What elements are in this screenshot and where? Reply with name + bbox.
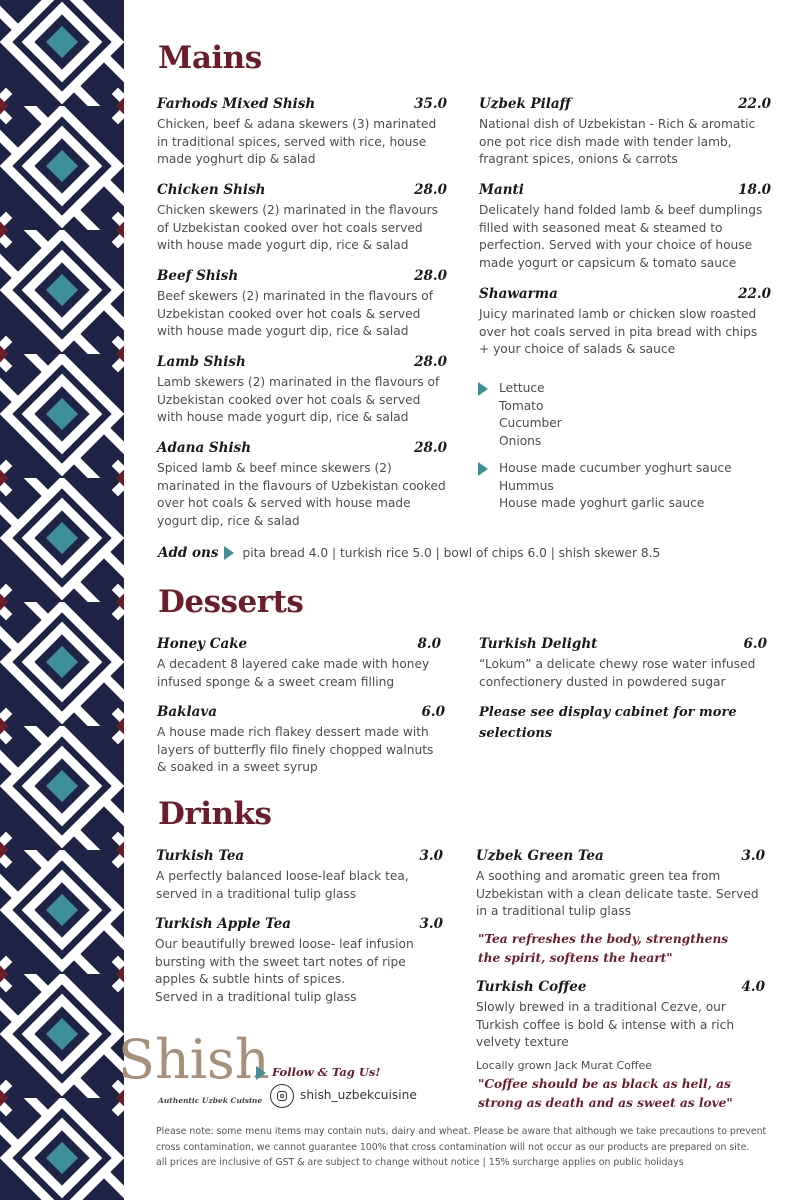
salad-options <box>478 380 562 450</box>
sauce-option: House made yoghurt garlic sauce <box>499 496 705 511</box>
item-price: 28.0 <box>414 268 447 284</box>
item-name: Baklava <box>157 704 217 720</box>
item-name: Manti <box>479 182 524 198</box>
menu-item-adana-shish <box>157 440 447 530</box>
menu-item-turkish-tea <box>156 848 443 903</box>
salad-option: Cucumber <box>499 416 562 431</box>
menu-item-honey-cake <box>157 636 441 691</box>
salad-option: Onions <box>499 433 542 448</box>
menu-item-manti <box>479 182 771 272</box>
salad-option: Lettuce <box>499 381 545 395</box>
add-ons-list: pita bread 4.0 | turkish rice 5.0 | bowl of chips 6.0 | shish skewer 8.5 <box>242 546 661 560</box>
disclaimer-line: cross contamination, we cannot guarantee 100% that cross contamination will not occur as our products are prepared on site. <box>156 1141 750 1153</box>
display-cabinet-note: Please see display cabinet for more selections <box>479 705 737 741</box>
item-name: Farhods Mixed Shish <box>157 96 316 112</box>
item-name: Uzbek Pilaff <box>479 96 571 112</box>
menu-item-uzbek-pilaff <box>479 96 771 169</box>
item-name: Turkish Tea <box>156 848 245 864</box>
item-price: 22.0 <box>738 286 771 302</box>
item-price: 18.0 <box>738 182 771 198</box>
menu-item-turkish-apple-tea <box>155 916 443 1006</box>
item-description: “Lokum” a delicate chewy rose water infused confectionery dusted in powdered sugar <box>479 657 756 689</box>
item-description: Slowly brewed in a traditional Cezve, our Turkish coffee is bold & intense with a rich velvety texture <box>476 1000 735 1050</box>
item-description: Delicately hand folded lamb & beef dumplings filled with seasoned meat & steamed to perfection. Served with your choice of house made yogurt or capsicum & tomato sauce <box>479 203 763 270</box>
arrow-right-icon <box>478 382 488 396</box>
disclaimer-line: all prices are inclusive of GST & are subject to change without notice | 15% surcharge applies on public holidays <box>156 1157 684 1168</box>
logo-wordmark: Shish <box>118 1028 270 1091</box>
item-name: Turkish Apple Tea <box>155 916 291 932</box>
item-description: Chicken skewers (2) marinated in the flavours of Uzbekistan cooked over hot coals served with house made yogurt dip, rice & salad <box>157 203 438 253</box>
item-price: 6.0 <box>743 636 767 652</box>
item-price: 3.0 <box>419 848 443 864</box>
shish-logo <box>118 1028 270 1110</box>
menu-item-baklava <box>157 704 445 777</box>
item-price: 8.0 <box>417 636 441 652</box>
logo-tagline: Authentic Uzbek Cuisine <box>158 1096 263 1105</box>
menu-item-turkish-delight <box>479 636 767 691</box>
instagram-icon[interactable] <box>270 1084 294 1108</box>
mains-heading: Mains <box>158 40 262 76</box>
item-price: 35.0 <box>414 96 447 112</box>
item-name: Beef Shish <box>157 268 239 284</box>
item-description: National dish of Uzbekistan - Rich & aromatic one pot rice dish made with tender lamb, fragrant spices, onions & carrots <box>479 117 756 167</box>
item-description: Beef skewers (2) marinated in the flavours of Uzbekistan cooked over hot coals & served with house made yogurt dip, rice & salad <box>157 289 434 339</box>
sauce-option: House made cucumber yoghurt sauce <box>499 461 732 475</box>
sauce-options <box>478 460 732 513</box>
menu-item-chicken-shish <box>157 182 447 255</box>
salad-option: Tomato <box>499 398 544 413</box>
item-serving-note: Served in a traditional tulip glass <box>155 989 357 1004</box>
item-name: Turkish Delight <box>479 636 598 652</box>
item-price: 28.0 <box>414 354 447 370</box>
item-description: Juicy marinated lamb or chicken slow roasted over hot coals served in pita bread with chips + your choice of salads & sauce <box>479 307 758 357</box>
geometric-border-pattern <box>0 0 124 1200</box>
menu-item-beef-shish <box>157 268 447 341</box>
menu-item-lamb-shish <box>157 354 447 427</box>
item-description: A soothing and aromatic green tea from Uzbekistan with a clean delicate taste. Served in a traditional tulip glass <box>476 869 759 919</box>
instagram-handle[interactable]: shish_uzbekcuisine <box>300 1088 417 1102</box>
item-name: Turkish Coffee <box>476 979 587 995</box>
item-name: Shawarma <box>479 286 558 302</box>
tea-quote: "Tea refreshes the body, strengthens the spirit, softens the heart" <box>478 932 729 965</box>
item-description: Our beautifully brewed loose- leaf infusion bursting with the sweet tart notes of ripe apples & subtle hints of spices. <box>155 937 414 987</box>
item-price: 28.0 <box>414 182 447 198</box>
drinks-heading: Drinks <box>158 796 272 832</box>
item-description: Spiced lamb & beef mince skewers (2) marinated in the flavours of Uzbekistan cooked over hot coals & served with house made yogurt dip, rice & salad <box>157 461 446 528</box>
add-ons-label: Add ons <box>158 545 219 561</box>
item-price: 4.0 <box>741 979 765 995</box>
menu-item-turkish-coffee <box>476 979 765 1052</box>
arrow-right-icon <box>224 546 234 560</box>
item-description: Chicken, beef & adana skewers (3) marinated in traditional spices, served with rice, house made yoghurt dip & salad <box>157 117 437 167</box>
item-price: 3.0 <box>741 848 765 864</box>
item-name: Adana Shish <box>157 440 252 456</box>
arrow-right-icon <box>256 1066 266 1080</box>
desserts-heading: Desserts <box>158 584 304 620</box>
menu-item-shawarma <box>479 286 771 359</box>
item-price: 6.0 <box>421 704 445 720</box>
item-description: Lamb skewers (2) marinated in the flavours of Uzbekistan cooked over hot coals & served with house made yogurt dip, rice & salad <box>157 375 440 425</box>
follow-tag-label: Follow & Tag Us! <box>272 1065 381 1079</box>
arrow-right-icon <box>478 462 488 476</box>
item-description: A house made rich flakey dessert made with layers of butterfly filo finely chopped walnuts & soaked in a sweet syrup <box>157 725 434 775</box>
coffee-source-note: Locally grown Jack Murat Coffee <box>476 1059 652 1072</box>
item-description: A perfectly balanced loose-leaf black tea, served in a traditional tulip glass <box>156 869 409 901</box>
item-price: 22.0 <box>738 96 771 112</box>
disclaimer-line: Please note: some menu items may contain nuts, dairy and wheat. Please be aware that although we take precautions to prevent <box>156 1126 767 1137</box>
menu-item-uzbek-green-tea <box>476 848 765 921</box>
allergen-price-disclaimer <box>156 1124 786 1171</box>
item-name: Honey Cake <box>157 636 248 652</box>
item-price: 28.0 <box>414 440 447 456</box>
item-name: Uzbek Green Tea <box>476 848 604 864</box>
menu-item-farhods-mixed-shish <box>157 96 447 169</box>
coffee-quote: "Coffee should be as black as hell, as strong as death and as sweet as love" <box>478 1077 733 1110</box>
sauce-option: Hummus <box>499 478 554 493</box>
add-ons-row <box>158 545 660 561</box>
item-name: Chicken Shish <box>157 182 266 198</box>
item-price: 3.0 <box>419 916 443 932</box>
item-description: A decadent 8 layered cake made with honey infused sponge & a sweet cream filling <box>157 657 430 689</box>
item-name: Lamb Shish <box>157 354 246 370</box>
